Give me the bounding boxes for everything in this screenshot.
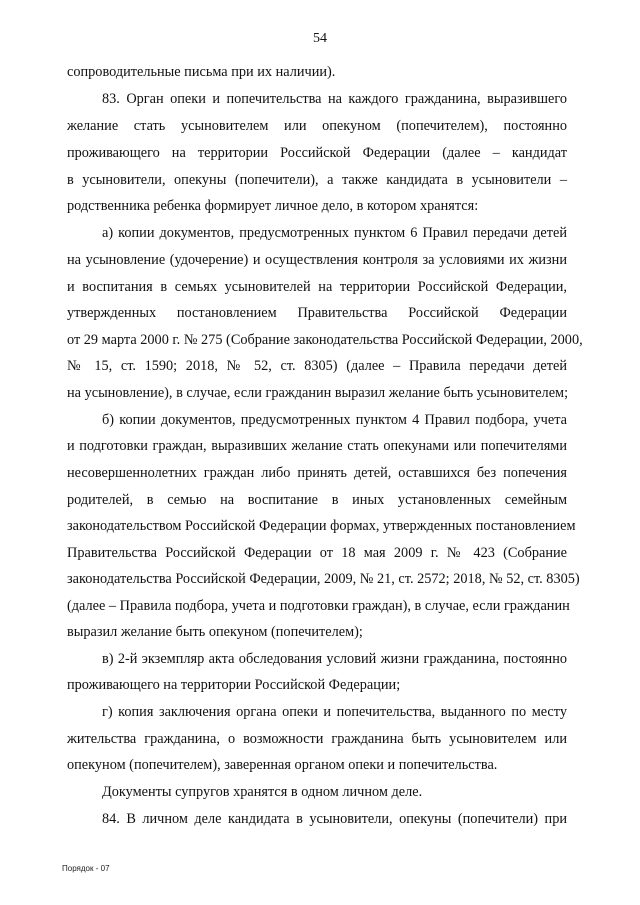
text-line: проживающего на территории Российской Федерации (далее – кандидат (67, 145, 567, 161)
text-line: выразил желание быть опекуном (попечителем); (67, 624, 363, 640)
page-number: 54 (313, 31, 327, 46)
subitem-v-start: в) 2-й экземпляр акта обследования условий жизни гражданина, постоянно (102, 651, 567, 667)
footer-label: Порядок - 07 (62, 864, 110, 873)
subitem-a-start: а) копии документов, предусмотренных пунктом 6 Правил передачи детей (102, 225, 567, 241)
text-line: желание стать усыновителем или опекуном (попечителем), постоянно (67, 118, 567, 134)
text-line: (далее – Правила подбора, учета и подготовки граждан), в случае, если гражданин (67, 598, 570, 614)
paragraph-84-start: 84. В личном деле кандидата в усыновители, опекуны (попечители) при (102, 811, 567, 827)
text-line: несовершеннолетних граждан либо принять детей, оставшихся без попечения (67, 465, 567, 481)
text-line: сопроводительные письма при их наличии). (67, 64, 336, 80)
text-line: и подготовки граждан, выразивших желание стать опекунами или попечителями (67, 438, 567, 454)
text-line: № 15, ст. 1590; 2018, № 52, ст. 8305) (далее – Правила передачи детей (67, 358, 567, 374)
text-line: законодательства Российской Федерации, 2009, № 21, ст. 2572; 2018, № 52, ст. 8305) (67, 571, 580, 587)
text-line: и воспитания в семьях усыновителей на территории Российской Федерации, (67, 279, 567, 295)
text-line: в усыновители, опекуны (попечители), а также кандидата в усыновители – (67, 172, 567, 188)
subitem-g-start: г) копия заключения органа опеки и попечительства, выданного по месту (102, 704, 567, 720)
text-line: утвержденных постановлением Правительства Российской Федерации (67, 305, 567, 321)
text-line: жительства гражданина, о возможности гражданина быть усыновителем или (67, 731, 567, 747)
text-line: законодательством Российской Федерации формах, утвержденных постановлением (67, 518, 576, 534)
text-line: на усыновление (удочерение) и осуществления контроля за условиями их жизни (67, 252, 567, 268)
text-line: родственника ребенка формирует личное дело, в котором хранятся: (67, 198, 479, 214)
text-line: родителей, в семью на воспитание в иных установленных семейным (67, 492, 567, 508)
text-line: опекуном (попечителем), заверенная органом опеки и попечительства. (67, 757, 498, 773)
text-line: на усыновление), в случае, если гражданин выразил желание быть усыновителем; (67, 385, 569, 401)
spouses-documents-note: Документы супругов хранятся в одном личном деле. (102, 784, 423, 800)
paragraph-83-start: 83. Орган опеки и попечительства на каждого гражданина, выразившего (102, 91, 567, 107)
subitem-b-start: б) копии документов, предусмотренных пунктом 4 Правил подбора, учета (102, 412, 567, 428)
text-line: от 29 марта 2000 г. № 275 (Собрание законодательства Российской Федерации, 2000, (67, 332, 583, 348)
text-line: Правительства Российской Федерации от 18 мая 2009 г. № 423 (Собрание (67, 545, 567, 561)
text-line: проживающего на территории Российской Федерации; (67, 677, 401, 693)
